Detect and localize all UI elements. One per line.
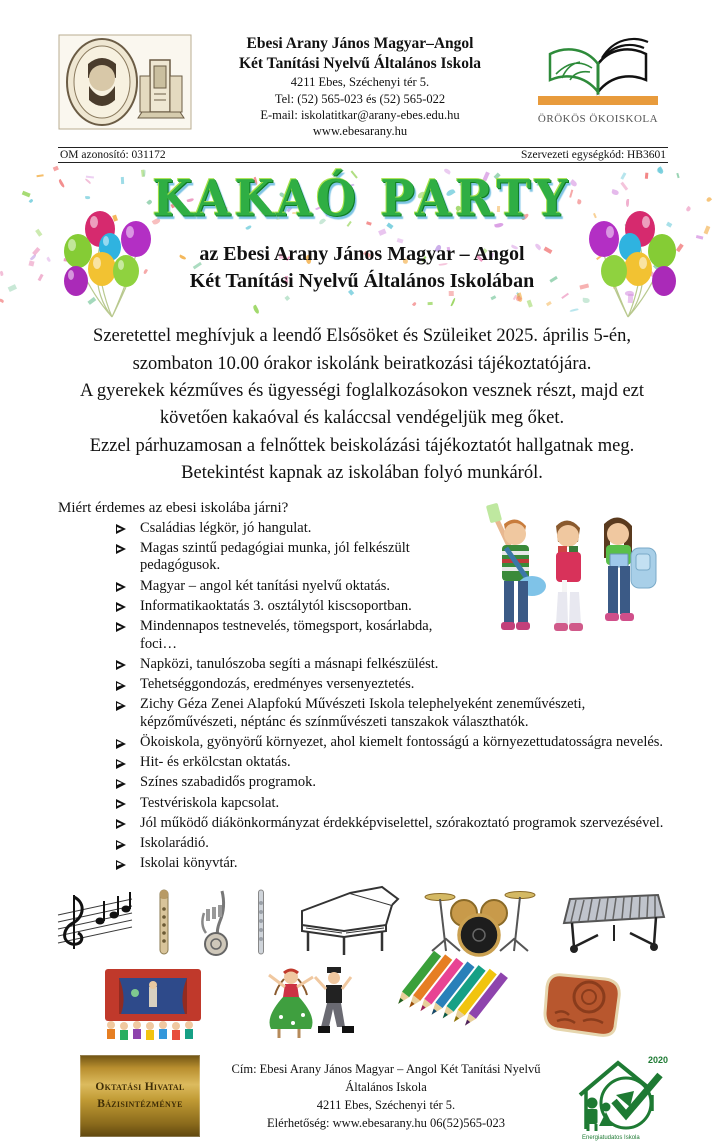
flute-image (252, 887, 270, 957)
list-item: Színes szabadidős programok. (114, 774, 668, 792)
school-name-line2: Két Tanítási Nyelvű Általános Iskola (238, 55, 482, 73)
recorder-image (152, 887, 176, 957)
list-item: Zichy Géza Zenei Alapfokú Művészeti Iskola telephelyeként zeneművészeti, képzőművészeti, néptánc és színművészeti tanszakok választhatók. (114, 696, 668, 731)
school-address: 4211 Ebes, Széchenyi tér 5. (290, 75, 430, 90)
list-item: Iskolarádió. (114, 835, 668, 853)
eco-school-book-icon (534, 34, 662, 110)
om-id: OM azonosító: 031172 (60, 149, 166, 162)
list-item: Informatikaoktatás 3. osztálytól kiscsoportban. (114, 598, 668, 616)
school-phone: Tel: (52) 565-023 és (52) 565-022 (274, 91, 446, 106)
school-logo (58, 34, 192, 130)
green-logo-year: 2020 (648, 1054, 669, 1065)
trumpet-image (192, 887, 236, 957)
reasons-heading: Miért érdemes az ebesi iskolába járni? (58, 499, 289, 516)
intro-paragraph-1: Szeretettel meghívjuk a leendő Elsősöket és Szüleiket 2025. április 5-én, szombaton 10.00 órakor iskolánk beiratkozási tájékoztatójára. (93, 326, 631, 374)
folk-dancers-image (249, 965, 361, 1041)
energy-conscious-school-logo (572, 1051, 668, 1141)
vibraphone-image (554, 885, 672, 957)
reasons-list (58, 520, 668, 873)
badge-line1: Oktatási Hivatal (95, 1080, 185, 1093)
school-email: E-mail: iskolatitkar@arany-ebes.edu.hu (260, 107, 460, 122)
clay-relief-image (537, 965, 627, 1041)
list-item: Ökoiskola, gyönyörű környezet, ahol kiemelt fontosságú a környezettudatosságra nevelés. (114, 734, 668, 752)
puppet-theater-image (97, 965, 209, 1041)
list-item: Mindennapos testnevelés, tömegsport, kosárlabda, foci… (114, 618, 668, 653)
org-code: Szervezeti egységkód: HB3601 (521, 149, 666, 162)
reasons-section (0, 490, 724, 873)
school-name-line1: Ebesi Arany János Magyar–Angol (246, 35, 474, 52)
party-subtitle-line1: az Ebesi Arany János Magyar – Angol (199, 243, 525, 266)
colored-pencils-image (401, 965, 497, 1041)
list-item: Családias légkör, jó hangulat. (114, 520, 668, 538)
party-subtitle (0, 241, 724, 295)
list-item: Jól működő diákönkormányzat érdekképviselettel, szórakoztató programok szervezésével. (114, 815, 668, 833)
footer-address-line1: Cím: Ebesi Arany János Magyar – Angol Két Tanítási Nyelvű Általános Iskola (231, 1061, 541, 1094)
list-item: Magas szintű pedagógiai munka, jól felkészült pedagógusok. (114, 540, 668, 575)
list-item: Tehetséggondozás, eredményes versenyeztetés. (114, 676, 668, 694)
green-logo-label: Energiatudatos Iskola (582, 1134, 640, 1141)
header-school-info (200, 34, 520, 139)
eco-logo-label: ÖRÖKÖS ÖKOISKOLA (537, 113, 659, 125)
party-banner (0, 165, 724, 315)
eco-logo-box (528, 34, 668, 125)
id-line (58, 147, 668, 163)
footer-address-line3: Elérhetőség: www.ebesarany.hu 06(52)565-023 (267, 1116, 505, 1131)
intro-paragraph-2: A gyerekek kézműves és ügyességi foglalkozásokon vesznek részt, majd ezt követően kakaóval és kaláccsal vendégeljük meg őket. (79, 381, 645, 429)
drum-kit-image (420, 885, 538, 957)
party-subtitle-line2: Két Tanítási Nyelvű Általános Iskolában (189, 270, 535, 293)
footer (0, 1041, 724, 1141)
header (0, 0, 724, 139)
intro-text (0, 315, 724, 489)
music-notes-image (52, 887, 136, 957)
list-item: Testvériskola kapcsolat. (114, 795, 668, 813)
intro-paragraph-3: Ezzel párhuzamosan a felnőttek beiskolázási tájékoztatót hallgatnak meg. Betekintést kapnak az iskolában folyó munkáról. (89, 435, 635, 484)
gallery-row-1 (0, 881, 724, 957)
oktatasi-hivatal-badge (80, 1055, 200, 1137)
footer-contact (216, 1060, 556, 1133)
list-item: Napközi, tanulószoba segíti a másnapi felkészülést. (114, 656, 668, 674)
badge-line2: Bázisintézménye (97, 1097, 183, 1110)
footer-address-line2: 4211 Ebes, Széchenyi tér 5. (316, 1097, 456, 1112)
grand-piano-image (286, 885, 404, 957)
gallery-row-2 (0, 961, 724, 1041)
list-item: Magyar – angol két tanítási nyelvű oktatás. (114, 578, 668, 596)
school-website: www.ebesarany.hu (312, 124, 408, 139)
list-item: Iskolai könyvtár. (114, 855, 668, 873)
party-title: KAKAÓ PARTY (152, 169, 572, 228)
list-item: Hit- és erkölcstan oktatás. (114, 754, 668, 772)
